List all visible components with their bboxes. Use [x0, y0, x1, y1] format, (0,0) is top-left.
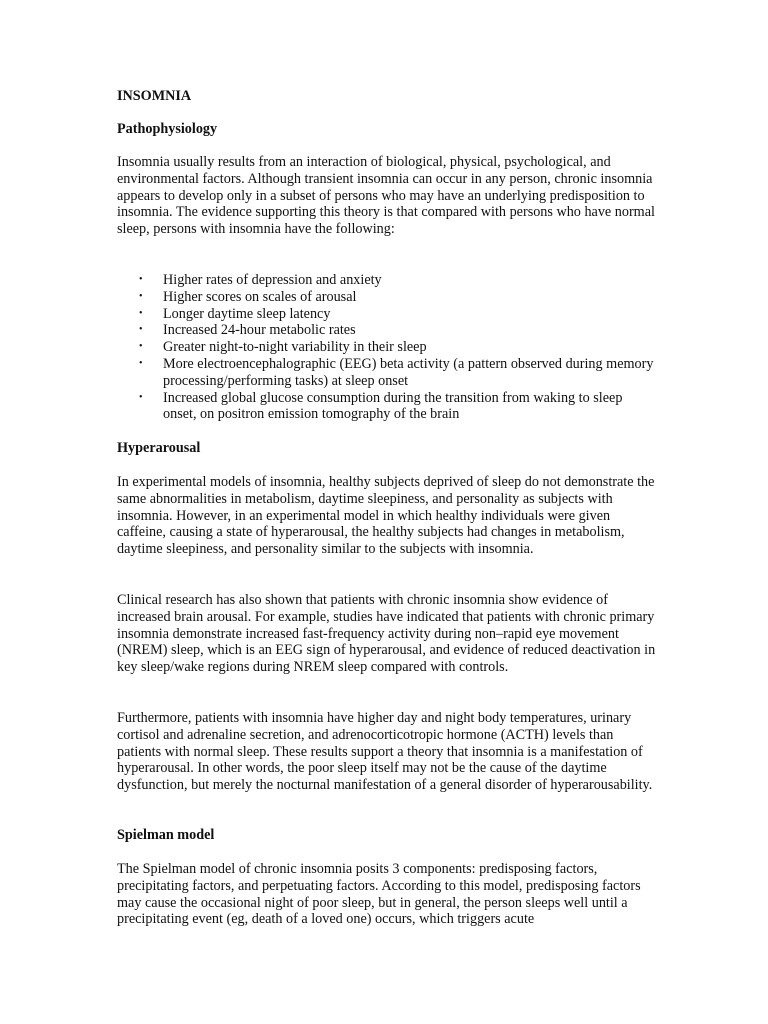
heading-pathophysiology: Pathophysiology — [117, 121, 218, 137]
list-item: • Longer daytime sleep latency — [139, 305, 331, 322]
bullet-icon: • — [139, 290, 143, 302]
list-item: • Higher scores on scales of arousal — [139, 288, 357, 305]
hyperarousal-paragraph-3: Furthermore, patients with insomnia have higher day and night body temperatures, urinary cortisol and adrenaline secretion, and adrenocorticotropic hormone (ACTH) levels than patients with normal sleep. These results support a theory that insomnia is a manifestation of hyperarousal. In other words, the poor sleep itself may not be the cause of the daytime dysfunction, but merely the nocturnal manifestation of a general disorder of hyperarousability. — [117, 710, 653, 794]
list-item: • More electroencephalographic (EEG) beta activity (a pattern observed during memory processing/performing tasks) at sleep onset — [139, 355, 654, 389]
spielman-paragraph: The Spielman model of chronic insomnia posits 3 components: predisposing factors, precipitating factors, and perpetuating factors. According to this model, predisposing factors may cause the occasional night of poor sleep, but in general, the person sleeps well until a precipitating event (eg, death of a loved one) occurs, which triggers acute — [117, 861, 641, 928]
list-item: • Increased global glucose consumption during the transition from waking to sleep onset, on positron emission tomography of the brain — [139, 389, 623, 423]
hyperarousal-paragraph-2: Clinical research has also shown that patients with chronic insomnia show evidence of increased brain arousal. For example, studies have indicated that patients with chronic primary insomnia demonstrate increased fast-frequency activity during non–rapid eye movement (NREM) sleep, which is an EEG sign of hyperarousal, and evidence of reduced deactivation in key sleep/wake regions during NREM sleep compared with controls. — [117, 592, 656, 676]
bullet-icon: • — [139, 341, 143, 353]
list-item: • Higher rates of depression and anxiety — [139, 272, 382, 288]
bullet-icon: • — [139, 307, 143, 319]
heading-spielman-model: Spielman model — [117, 827, 215, 843]
document-title: INSOMNIA — [117, 88, 192, 104]
bullet-icon: • — [139, 391, 143, 403]
bullet-icon: • — [139, 274, 143, 285]
bullet-icon: • — [139, 357, 143, 369]
hyperarousal-paragraph-1: In experimental models of insomnia, healthy subjects deprived of sleep do not demonstrate the same abnormalities in metabolism, daytime sleepiness, and personality as subjects with insomnia. However, in an experimental model in which healthy individuals were given caffeine, causing a state of hyperarousal, the healthy subjects had changes in metabolism, daytime sleepiness, and personality similar to the subjects with insomnia. — [117, 474, 655, 558]
pathophysiology-bullet-list — [117, 272, 657, 423]
pathophysiology-intro: Insomnia usually results from an interaction of biological, physical, psychological, and environmental factors. Although transient insomnia can occur in any person, chronic insomnia appears to develop only in a subset of persons who may have an underlying predisposition to insomnia. The evidence supporting this theory is that compared with persons who have normal sleep, persons with insomnia have the following: — [117, 154, 655, 238]
list-item: • Increased 24-hour metabolic rates — [139, 322, 356, 339]
list-item: • Greater night-to-night variability in their sleep — [139, 339, 427, 356]
heading-hyperarousal: Hyperarousal — [117, 440, 201, 456]
bullet-icon: • — [139, 324, 143, 336]
